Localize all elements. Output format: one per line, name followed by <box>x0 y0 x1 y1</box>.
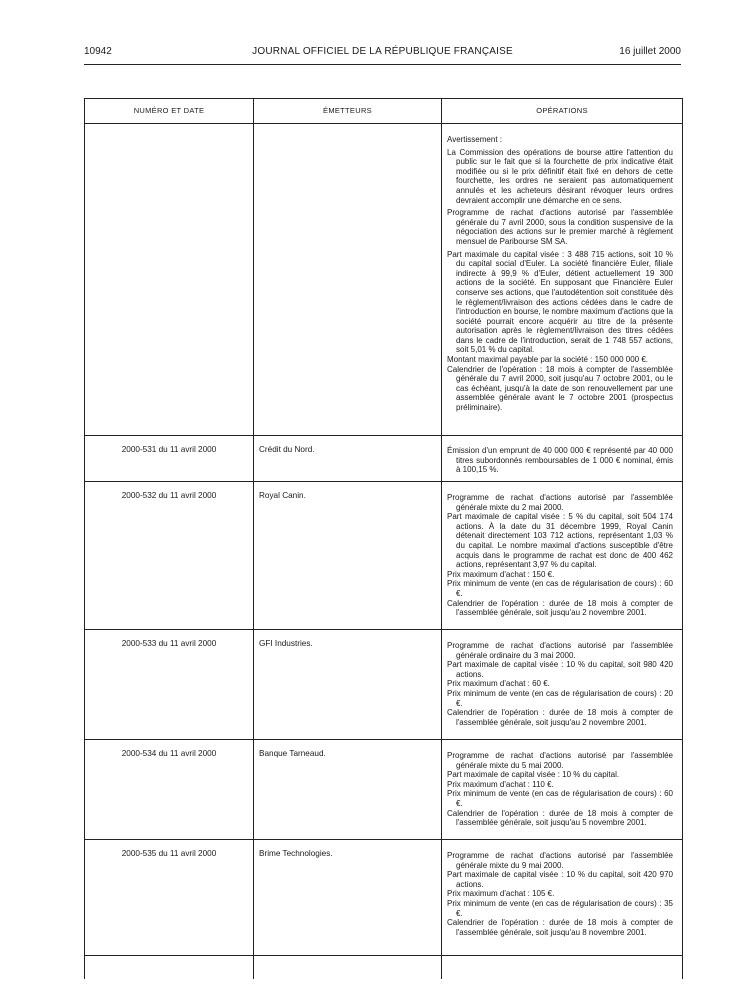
operation-paragraph: Programme de rachat d'actions autorisé par l'assemblée générale mixte du 5 mai 2000. <box>447 751 673 770</box>
row-issuer: Royal Canin. <box>259 491 306 500</box>
operation-paragraph: Prix maximum d'achat : 110 €. <box>447 779 554 789</box>
journal-title: JOURNAL OFFICIEL DE LA RÉPUBLIQUE FRANÇAISE <box>252 46 513 57</box>
row-issuer: Brime Technologies. <box>259 849 333 858</box>
operation-paragraph: Programme de rachat d'actions autorisé par l'assemblée générale du 7 avril 2000, sous la condition suspensive de la négociation des actions sur le premier marché à règlement mensuel de Paribourse SM SA. <box>447 208 673 246</box>
operation-paragraph: Part maximale de capital visée : 5 % du capital, soit 504 174 actions. À la date du 31 décembre 1999, Royal Canin détenait directement 103 712 actions, représentant 1,03 % du capital. Le nombre maximal d'actions susceptible d'être acquis dans le programme de rachat est donc de 400 462 actions, représentant 3,97 % du capital. <box>447 512 673 570</box>
header-rule <box>84 64 681 65</box>
operation-paragraph: Calendrier de l'opération : durée de 18 mois à compter de l'assemblée générale, soit jusqu'au 8 novembre 2001. <box>447 918 673 937</box>
row-rule <box>85 739 682 740</box>
issue-date: 16 juillet 2000 <box>619 46 681 57</box>
operation-paragraph: Montant maximal payable par la société : 150 000 000 €. <box>447 355 649 365</box>
page-header <box>84 46 681 60</box>
row-rule <box>85 481 682 482</box>
operation-paragraph: Calendrier de l'opération : durée de 18 mois à compter de l'assemblée générale, soit jusqu'au 2 novembre 2001. <box>447 598 673 618</box>
page-number: 10942 <box>84 46 112 57</box>
operation-paragraph: Prix minimum de vente (en cas de régularisation de cours) : 60 €. <box>447 579 673 598</box>
operation-paragraph: Calendrier de l'opération : durée de 18 mois à compter de l'assemblée générale, soit jusqu'au 5 novembre 2001. <box>447 808 673 828</box>
operation-paragraph: Prix minimum de vente (en cas de régularisation de cours) : 20 €. <box>447 688 673 708</box>
operations-text-continuation <box>447 135 673 413</box>
operation-paragraph: Prix maximum d'achat : 150 €. <box>447 569 555 579</box>
operation-paragraph: Prix minimum de vente (en cas de régularisation de cours) : 35 €. <box>447 898 673 918</box>
warning-heading: Avertissement : <box>447 135 502 144</box>
row-number-date: 2000-534 du 11 avril 2000 <box>121 749 217 758</box>
operation-paragraph: Programme de rachat d'actions autorisé par l'assemblée générale mixte du 9 mai 2000. <box>447 851 673 870</box>
operation-paragraph: Émission d'un emprunt de 40 000 000 € représenté par 40 000 titres subordonnés remboursables de 1 000 € nominal, émis à 100,15 %. <box>447 446 673 475</box>
row-rule <box>85 839 682 840</box>
row-number-date: 2000-535 du 11 avril 2000 <box>121 849 217 858</box>
operation-paragraph: La Commission des opérations de bourse attire l'attention du public sur le fait que si la fourchette de prix indicative était modifiée ou si le prix définitif était fixé en dehors de cette fourchette, les ordres ne seraient pas automatiquement annulés et les acheteurs désirant révoquer leurs ordres devraient accomplir une démarche en ce sens. <box>447 147 673 205</box>
row-rule <box>85 435 682 436</box>
row-number-date: 2000-533 du 11 avril 2000 <box>121 639 217 648</box>
row-issuer: Crédit du Nord. <box>259 445 315 454</box>
row-number-date: 2000-532 du 11 avril 2000 <box>121 491 217 500</box>
row-issuer: GFI Industries. <box>259 639 313 648</box>
row-rule <box>85 629 682 630</box>
row-issuer: Banque Tarneaud. <box>259 749 326 758</box>
row-rule <box>85 955 682 956</box>
operations-table <box>84 98 683 979</box>
operations-text <box>447 851 673 937</box>
operation-paragraph: Prix minimum de vente (en cas de régularisation de cours) : 60 €. <box>447 789 673 808</box>
operation-paragraph: Calendrier de l'opération : 18 mois à compter de l'assemblée générale du 7 avril 2000, soit jusqu'au 7 octobre 2001, ou le cas échéant, jusqu'à la date de son renouvellement par une assemblée générale avant le 7 octobre 2001 (prospectus préliminaire). <box>447 364 673 413</box>
operations-text <box>447 446 673 475</box>
operations-text <box>447 641 673 727</box>
operation-paragraph: Prix maximum d'achat : 60 €. <box>447 679 550 689</box>
operation-paragraph: Part maximale de capital visée : 10 % du capital, soit 420 970 actions. <box>447 870 673 889</box>
operation-paragraph: Prix maximum d'achat : 105 €. <box>447 889 555 899</box>
operation-paragraph: Programme de rachat d'actions autorisé par l'assemblée générale ordinaire du 3 mai 2000. <box>447 641 673 660</box>
header-row-rule <box>85 123 682 124</box>
operations-text <box>447 751 673 828</box>
operation-paragraph: Part maximale de capital visée : 10 % du capital, soit 980 420 actions. <box>447 660 673 679</box>
operation-paragraph: Part maximale de capital visée : 10 % du capital. <box>447 770 620 780</box>
column-divider <box>441 99 442 979</box>
column-header-operations: OPÉRATIONS <box>536 106 588 115</box>
operation-paragraph: Programme de rachat d'actions autorisé par l'assemblée générale mixte du 2 mai 2000. <box>447 493 673 512</box>
row-number-date: 2000-531 du 11 avril 2000 <box>121 445 217 454</box>
column-header-issuers: ÉMETTEURS <box>323 106 372 115</box>
operation-paragraph: Calendrier de l'opération : durée de 18 mois à compter de l'assemblée générale, soit jusqu'au 2 novembre 2001. <box>447 708 673 727</box>
operation-paragraph: Part maximale du capital visée : 3 488 715 actions, soit 10 % du capital social d'Euler. La société financière Euler, filiale indirecte à 99,9 % d'Euler, détient actuellement 19 300 actions de la société. En supposant que Financière Euler conserve ses actions, que l'autodétention soit constituée dès le règlement/livraison des actions cédées dans le cadre de l'introduction en bourse, le nombre maximum d'actions que la société pourrait encore acquérir au titre de la présente autorisation après le règlement/livraison des titres cédées dans le cadre de l'introduction, serait de 1 748 557 actions, soit 5,01 % du capital. <box>447 249 673 355</box>
column-header-number-date: NUMÉRO ET DATE <box>133 106 205 115</box>
column-divider <box>253 99 254 979</box>
operations-text <box>447 493 673 618</box>
